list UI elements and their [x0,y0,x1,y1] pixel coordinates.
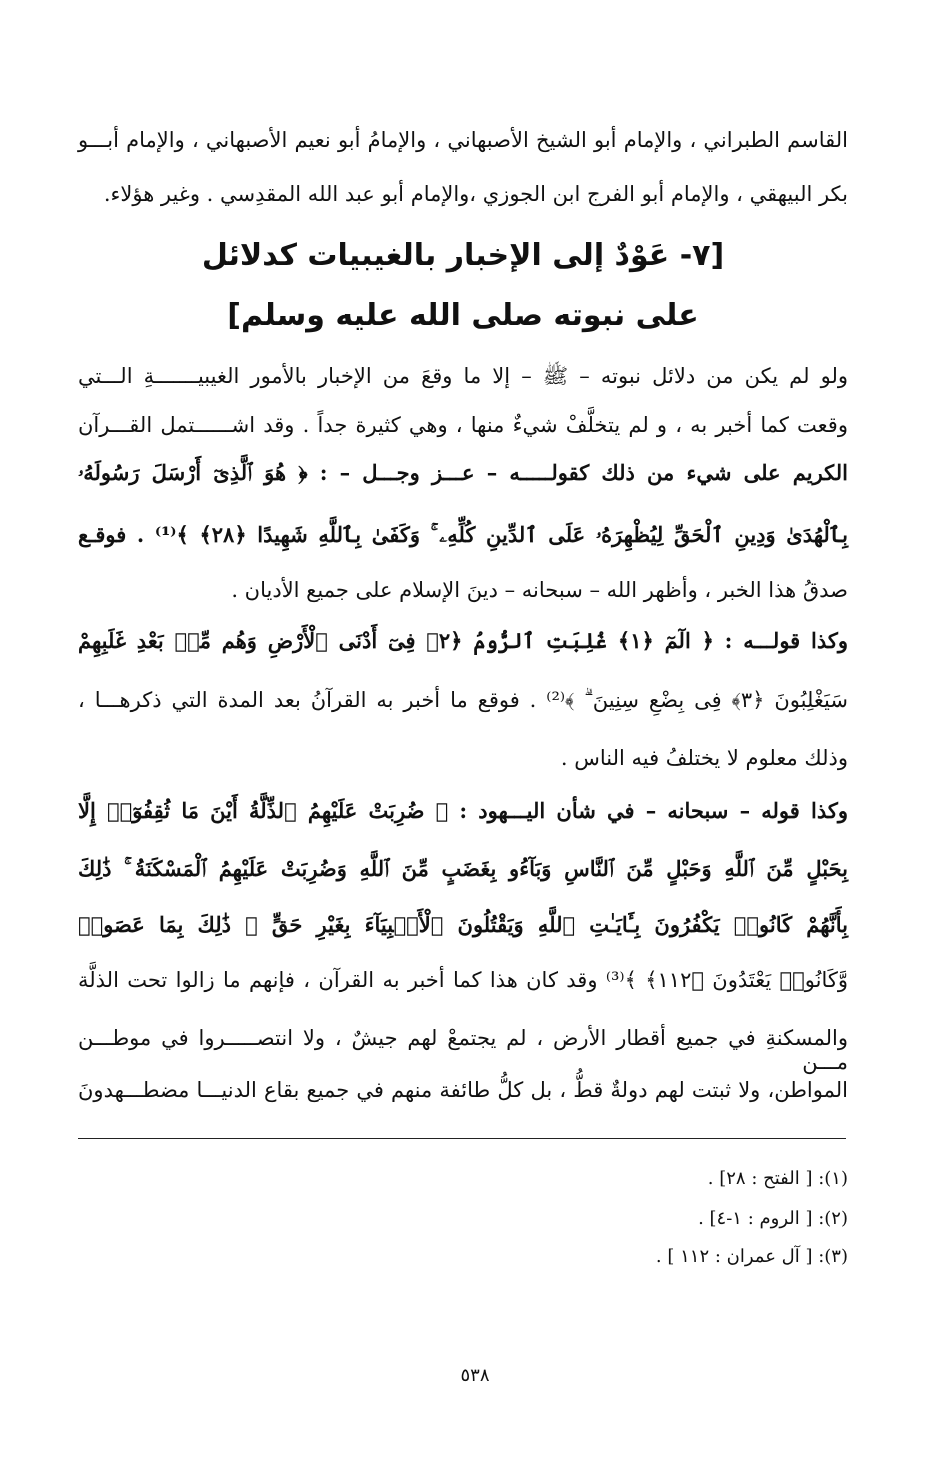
paragraph3-line-4: وَّكَانُوا۟ يَعْتَدُونَ ﴿١١٢﴾ ﴾⁽³⁾ وقد كان هذا كما أخبر به القرآن ، فإنهم ما زالوا تحت الذلَّة [78,968,848,992]
paragraph2-line-2: سَيَغْلِبُونَ ﴿٣﴾ فِى بِضْعِ سِنِينَ ۗ ﴾⁽²⁾ . فوقع ما أخبر به القرآنُ بعد المدة التي ذكرهـــا ، [78,688,848,712]
paragraph1-line-3: الكريم على شيء من ذلك كقولـــــه – عـــز وجـــل – : ﴿ هُوَ ٱلَّذِىٓ أَرْسَلَ رَسُولَهُۥ [78,460,848,485]
paragraph3-line-2: بِحَبْلٍ مِّنَ ٱللَّهِ وَحَبْلٍ مِّنَ ٱلنَّاسِ وَبَآءُو بِغَضَبٍ مِّنَ ٱللَّهِ وَضُرِبَتْ عَلَيْهِمُ ٱلْمَسْكَنَةُ ۚ ذَٰلِكَ [78,856,848,881]
paragraph1-line-4: بِٱلْهُدَىٰ وَدِينِ ٱلْحَقِّ لِيُظْهِرَهُۥ عَلَى ٱلدِّينِ كُلِّهِۦ ۚ وَكَفَىٰ بِٱللَّهِ شَهِيدًا ﴿٢٨﴾ ﴾⁽¹⁾ . فوقـع [78,522,848,547]
intro-line-2: بكر البيهقي ، والإمام أبو الفرج ابن الجوزي ،والإمام أبو عبد الله المقدِسي . وغير هؤلاء. [103,182,848,206]
paragraph2-line-3: وذلك معلوم لا يختلفُ فيه الناس . [560,746,848,770]
section-heading-line-2: على نبوته صلى الله عليه وسلم] [227,298,699,333]
footnote-separator [78,1138,846,1139]
paragraph3-line-3: بِأَنَّهُمْ كَانُوا۟ يَكْفُرُونَ بِـَٔايَـٰتِ ٱللَّهِ وَيَقْتُلُونَ ٱلْأَنۢبِيَآءَ بِغَيْرِ حَقٍّ ۚ ذَٰلِكَ بِمَا عَصَوا۟ [78,912,848,937]
paragraph1-line-2: وقعت كما أخبر به ، و لم يتخلَّفْ شيءٌ منها ، وهي كثيرة جداً . وقد اشــــــتمل القـــرآن [78,413,848,437]
footnote-3: (٣): [ آل عمران : ١١٢ ] . [655,1246,848,1267]
paragraph2-line-1: وكذا قولـــه : ﴿ الٓمٓ ﴿١﴾ غُلِبَتِ ٱلرُّومُ ﴿٢﴾ فِىٓ أَدْنَى ٱلْأَرْضِ وَهُم مِّنۢ بَعْدِ غَلَبِهِمْ [78,628,848,653]
footnote-2: (٢): [ الروم : ١-٤] . [698,1208,848,1229]
paragraph3-line-6: المواطن، ولا ثبتت لهم دولةٌ قطُّ ، بل كلُّ طائفة منهم في جميع بقاع الدنيـــا مضطـــهدونَ [78,1078,848,1102]
paragraph3-line-5: والمسكنةِ في جميع أقطار الأرض ، لم يجتمعْ لهم جيشٌ ، ولا انتصـــــروا في موطـــن مـــن [78,1026,848,1074]
intro-line-1: القاسم الطبراني ، والإمام أبو الشيخ الأصبهاني ، والإمامُ أبو نعيم الأصبهاني ، والإمام أبـــو [78,128,848,152]
footnote-1: (١): [ الفتح : ٢٨] . [707,1168,848,1189]
section-heading-line-1: [٧- عَوْدٌ إلى الإخبار بالغيبيات كدلائل [201,238,725,273]
paragraph1-line-1: ولو لم يكن من دلائل نبوته – ﷺ – إلا ما وقعَ من الإخبار بالأمور الغيبيـــــــةِ الـــتي [78,364,848,388]
page-number: ٥٣٨ [460,1365,490,1386]
paragraph1-line-5: صدقُ هذا الخبر ، وأظهر الله – سبحانه – دينَ الإسلام على جميع الأديان . [231,578,848,602]
paragraph3-line-1: وكذا قوله – سبحانه – في شأن اليـــهود : ﴿ ضُرِبَتْ عَلَيْهِمُ ٱلذِّلَّةُ أَيْنَ مَا ثُقِفُوٓا۟ إِلَّا [78,798,848,823]
